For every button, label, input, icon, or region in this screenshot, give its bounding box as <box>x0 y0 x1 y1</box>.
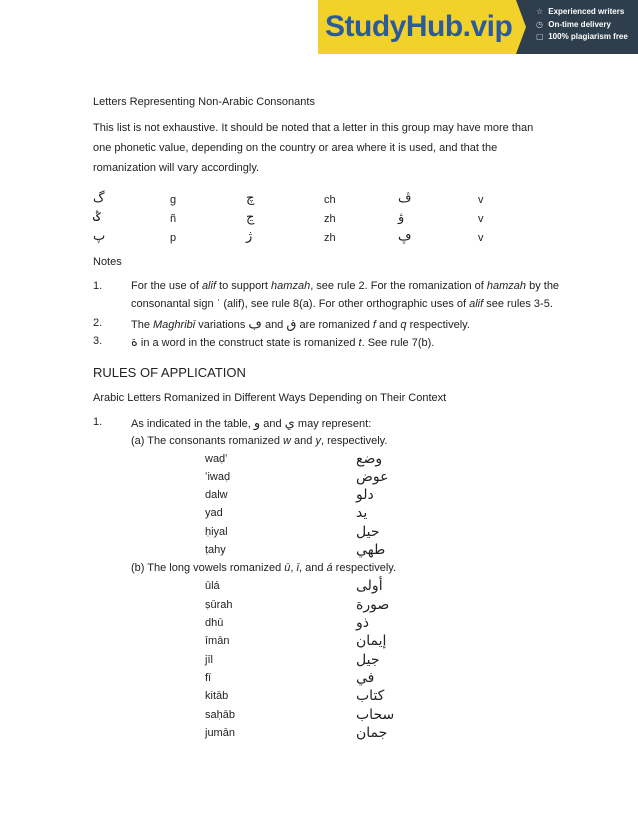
word-romanized: ʻiwaḍ <box>205 471 231 483</box>
star-icon: ☆ <box>536 7 544 16</box>
word-arabic: طهي <box>356 542 386 558</box>
arabic-letter: ڃ <box>246 210 255 225</box>
word-romanized: ṣūrah <box>205 599 233 611</box>
word-arabic: صورة <box>356 597 390 613</box>
word-arabic: سحاب <box>356 707 395 723</box>
word-arabic: حيل <box>356 524 380 540</box>
rule-number: 1. <box>93 416 103 428</box>
arabic-letter: ژ <box>246 229 253 244</box>
word-romanized: dalw <box>205 489 228 501</box>
note-1-line-2: consonantal sign ʾ (alif), see rule 8(a). For other orthographic uses of alif see rules 3-5. <box>131 298 553 310</box>
word-arabic: جمان <box>356 725 388 741</box>
document-check-icon: ▢ <box>536 32 544 41</box>
word-arabic: في <box>356 670 375 686</box>
word-arabic: ذو <box>356 615 369 631</box>
feature-plagiarism-free: ▢ 100% plagiarism free <box>536 31 628 44</box>
feature-experienced-writers: ☆ Experienced writers <box>536 6 628 19</box>
note-3: ة in a word in the construct state is romanized t. See rule 7(b). <box>131 335 435 350</box>
word-arabic: أولى <box>356 578 383 594</box>
word-arabic: وضع <box>356 451 383 467</box>
word-arabic: جيل <box>356 652 380 668</box>
word-arabic: إيمان <box>356 633 387 649</box>
clock-icon: ◷ <box>536 19 543 29</box>
arabic-letter: ڤ <box>398 191 412 206</box>
romanization: ch <box>324 194 336 206</box>
word-romanized: īmān <box>205 635 230 647</box>
sub-heading: Arabic Letters Romanized in Different Ways Depending on Their Context <box>93 392 447 404</box>
word-romanized: jīl <box>205 654 213 666</box>
logo-arrow <box>516 0 526 54</box>
word-romanized: jumān <box>205 727 235 739</box>
arabic-letter: ڥ <box>398 229 412 244</box>
arabic-letter: ۋ <box>398 210 405 225</box>
intro-paragraph: This list is not exhaustive. It should be noted that a letter in this group may have more than one phonetic value, depending on the country or area where it is used, and that the romanization will vary accordingly. <box>93 122 534 174</box>
rule-1-part-a: (a) The consonants romanized w and y, respectively. <box>131 435 388 447</box>
romanization: ñ <box>170 213 177 225</box>
feature-on-time-delivery: ◷ On-time delivery <box>536 19 628 32</box>
word-romanized: ṭahy <box>205 544 226 556</box>
studyhub-logo[interactable]: StudyHub.vip <box>318 0 516 54</box>
note-number: 2. <box>93 317 103 329</box>
arabic-letter: ݣ <box>93 210 101 225</box>
romanization: zh <box>324 232 336 244</box>
romanization: v <box>478 213 484 225</box>
word-arabic: يد <box>356 505 368 521</box>
word-arabic: عوض <box>356 469 389 485</box>
romanization: p <box>170 232 177 244</box>
word-arabic: كتاب <box>356 688 385 704</box>
word-romanized: kitāb <box>205 690 229 702</box>
word-romanized: dhū <box>205 617 224 629</box>
note-number: 1. <box>93 280 103 292</box>
word-romanized: ūlá <box>205 580 220 592</box>
romanization: g <box>170 194 177 206</box>
rules-title: RULES OF APPLICATION <box>93 365 246 380</box>
word-romanized: ḥiyal <box>205 526 228 538</box>
banner-features <box>526 0 628 54</box>
arabic-letter: پ <box>93 229 106 244</box>
studyhub-banner[interactable] <box>318 0 638 54</box>
notes-title: Notes <box>93 256 122 268</box>
rule-1-text: As indicated in the table, و and ي may represent: <box>131 416 372 431</box>
note-1-line-1: For the use of alif to support hamzah, see rule 2. For the romanization of hamzah by the <box>131 280 560 292</box>
arabic-letter: گ <box>93 191 105 206</box>
word-romanized: saḥāb <box>205 709 235 721</box>
note-2: The Maghribī variations ڢ and ڧ are romanized f and q respectively. <box>131 317 470 332</box>
word-romanized: fī <box>205 672 212 684</box>
romanization: v <box>478 194 484 206</box>
romanization: v <box>478 232 484 244</box>
note-number: 3. <box>93 335 103 347</box>
word-romanized: yad <box>205 507 223 519</box>
romanization: zh <box>324 213 336 225</box>
word-arabic: دلو <box>356 487 374 503</box>
rule-1-part-b: (b) The long vowels romanized ū, ī, and á respectively. <box>131 562 396 574</box>
word-romanized: waḍʻ <box>205 453 228 465</box>
section-heading: Letters Representing Non-Arabic Consonants <box>93 96 315 108</box>
arabic-letter: چ <box>246 191 255 206</box>
